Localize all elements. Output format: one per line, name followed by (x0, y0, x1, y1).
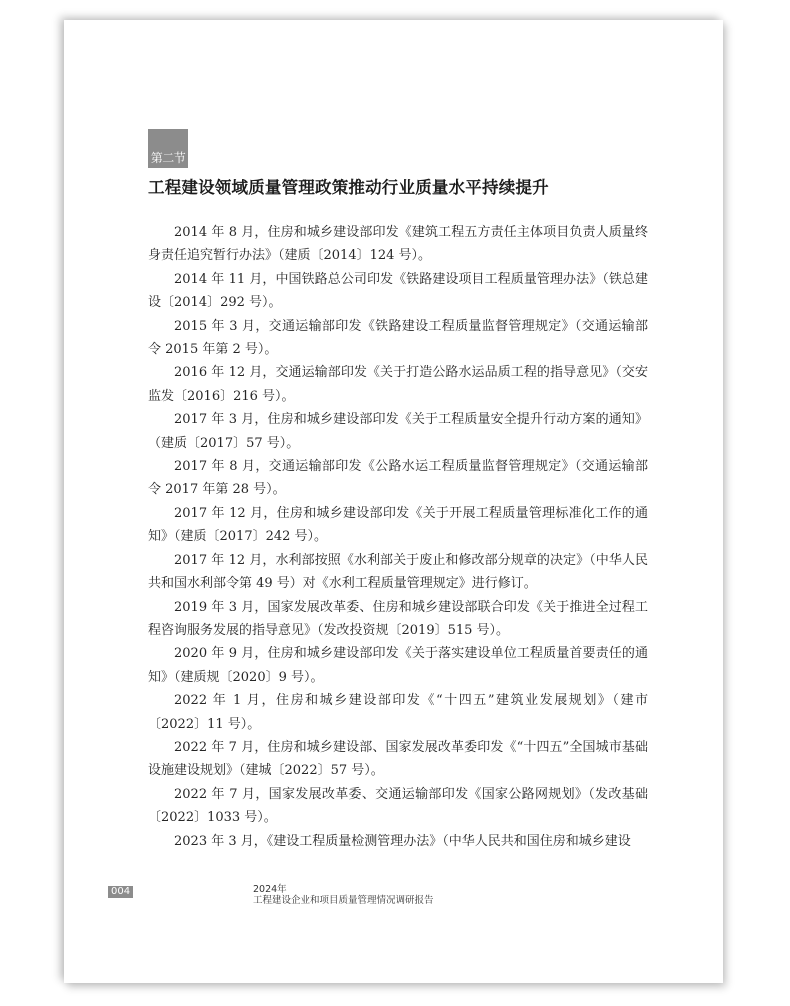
paragraph: 2016 年 12 月，交通运输部印发《关于打造公路水运品质工程的指导意见》（交安监发〔2016〕216 号）。 (148, 365, 648, 404)
footer-year: 2024年 (253, 884, 287, 895)
paragraph: 2017 年 12 月，水利部按照《水利部关于废止和修改部分规章的决定》（中华人民共和国水利部令第 49 号）对《水利工程质量管理规定》进行修订。 (148, 552, 648, 592)
footer-report-title: 工程建设企业和项目质量管理情况调研报告 (253, 895, 434, 906)
running-footer (253, 884, 434, 906)
paragraph: 2023 年 3 月，《建设工程质量检测管理办法》（中华人民共和国住房和城乡建设 (174, 833, 631, 849)
paragraph: 2015 年 3 月，交通运输部印发《铁路建设工程质量监督管理规定》（交通运输部令 2015 年第 2 号）。 (148, 318, 648, 358)
paragraph: 2022 年 7 月，国家发展改革委、交通运输部印发《国家公路网规划》（发改基础〔2022〕1033 号）。 (148, 786, 648, 826)
document-page (64, 20, 723, 983)
paragraph: 2017 年 12 月，住房和城乡建设部印发《关于开展工程质量管理标准化工作的通知》（建质〔2017〕242 号）。 (148, 505, 648, 545)
paragraph: 2022 年 1 月，住房和城乡建设部印发《“十四五”建筑业发展规划》（建市〔2022〕11 号）。 (148, 693, 648, 732)
body-text (148, 221, 648, 853)
paragraph: 2014 年 8 月，住房和城乡建设部印发《建筑工程五方责任主体项目负责人质量终身责任追究暂行办法》（建质〔2014〕124 号）。 (148, 225, 648, 264)
page-number: 004 (108, 886, 133, 898)
paragraph: 2017 年 3 月，住房和城乡建设部印发《关于工程质量安全提升行动方案的通知》（建质〔2017〕57 号）。 (148, 412, 648, 451)
section-number-badge (148, 129, 188, 168)
paragraph: 2022 年 7 月，住房和城乡建设部、国家发展改革委印发《“十四五”全国城市基础设施建设规划》（建城〔2022〕57 号）。 (148, 739, 648, 779)
paragraph: 2017 年 8 月，交通运输部印发《公路水运工程质量监督管理规定》（交通运输部令 2017 年第 28 号）。 (148, 459, 648, 498)
paragraph: 2014 年 11 月，中国铁路总公司印发《铁路建设项目工程质量管理办法》（铁总建设〔2014〕292 号）。 (148, 271, 648, 311)
paragraph: 2020 年 9 月，住房和城乡建设部印发《关于落实建设单位工程质量首要责任的通知》（建质规〔2020〕9 号）。 (148, 646, 648, 685)
paragraph: 2019 年 3 月，国家发展改革委、住房和城乡建设部联合印发《关于推进全过程工程咨询服务发展的指导意见》（发改投资规〔2019〕515 号）。 (148, 599, 648, 638)
section-title: 工程建设领域质量管理政策推动行业质量水平持续提升 (148, 178, 549, 197)
section-number-label: 第二节 (150, 151, 186, 165)
